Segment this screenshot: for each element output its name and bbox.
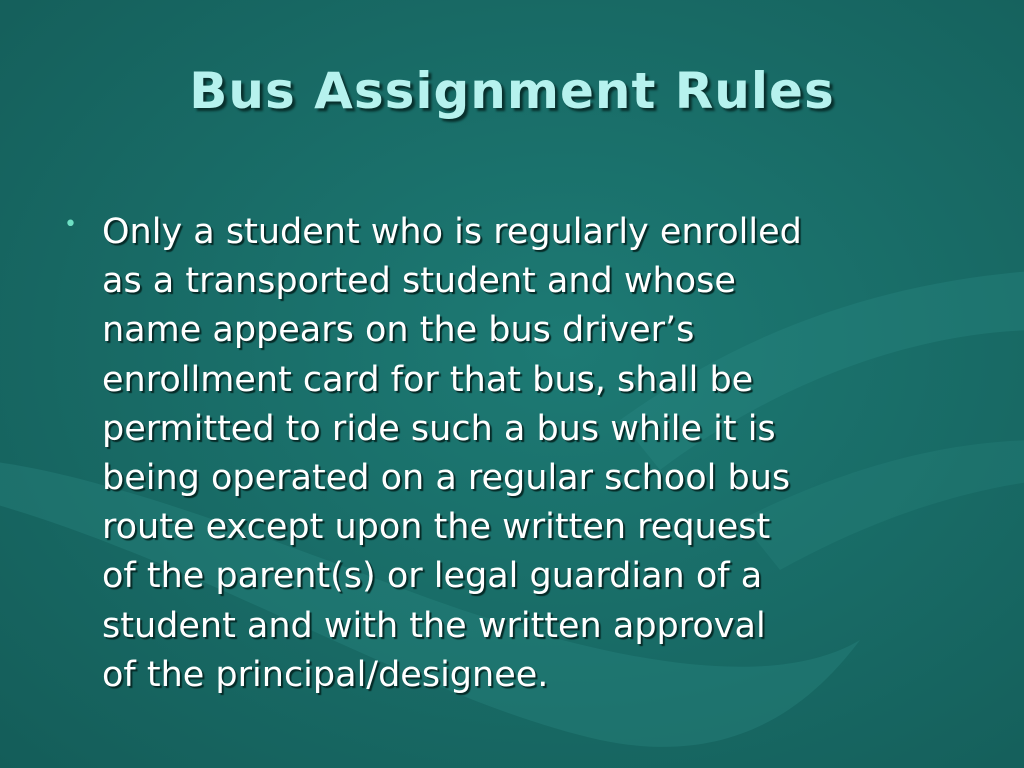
bullet-text-line: student and with the written approval xyxy=(102,605,766,646)
bullet-text-line: of the parent(s) or legal guardian of a xyxy=(102,556,763,597)
bullet-text-line: Only a student who is regularly enrolled xyxy=(102,212,802,252)
bullet-item xyxy=(60,208,960,700)
bullet-text-line: name appears on the bus driver’s xyxy=(102,310,695,351)
bullet-list xyxy=(60,208,960,700)
bullet-text-line: being operated on a regular school bus xyxy=(102,458,791,499)
bullet-text-line: as a transported student and whose xyxy=(102,261,736,302)
bullet-text-line: of the principal/designee. xyxy=(102,654,549,695)
bullet-dot-icon: • xyxy=(64,212,77,237)
bullet-text xyxy=(102,208,960,700)
bullet-text-line: enrollment card for that bus, shall be xyxy=(102,359,754,400)
bullet-text-line: permitted to ride such a bus while it is xyxy=(102,408,776,449)
slide-title: Bus Assignment Rules xyxy=(189,62,835,120)
bullet-text-line: route except upon the written request xyxy=(102,507,771,548)
